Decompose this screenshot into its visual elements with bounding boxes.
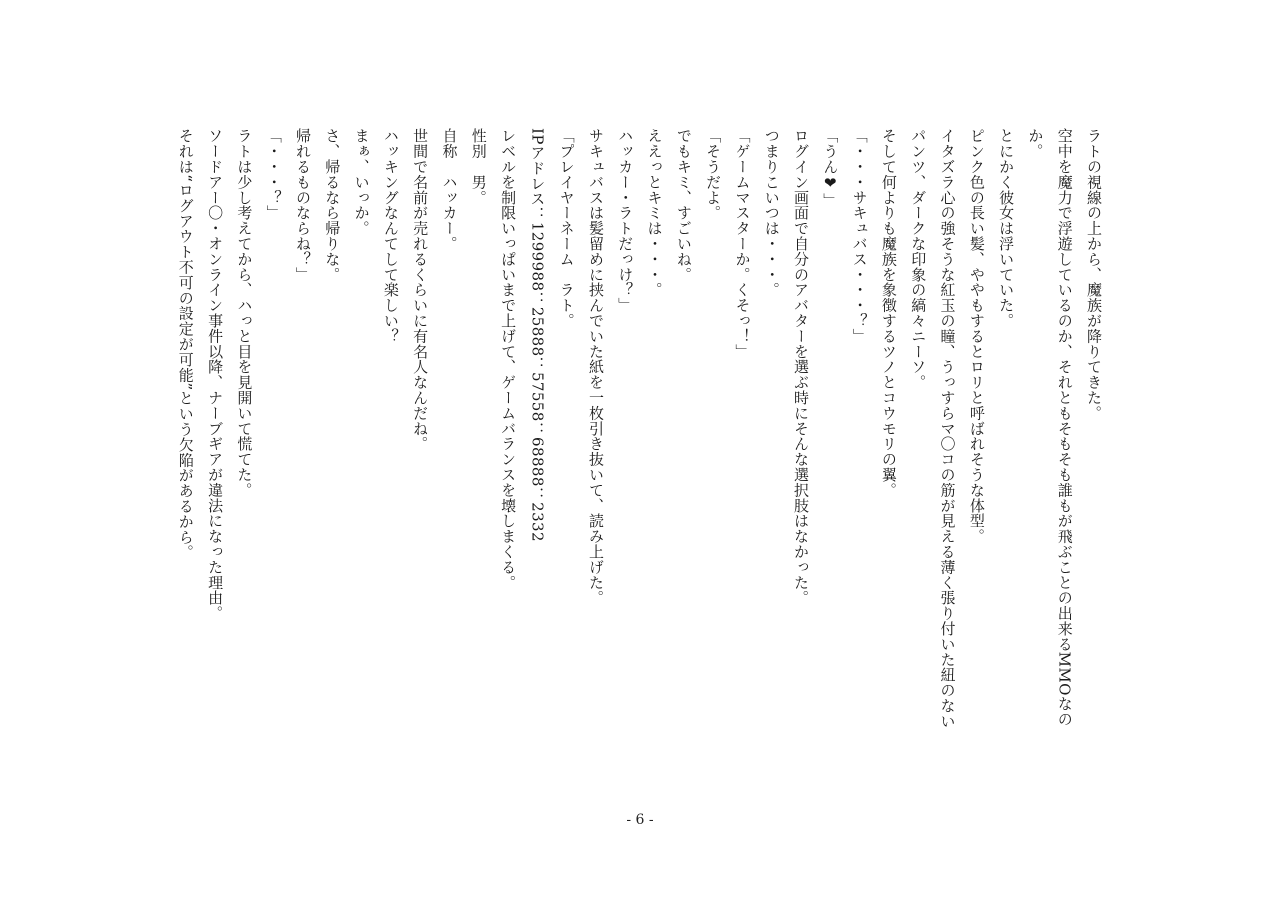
text-line: 空中を魔力で浮遊しているのか、それともそもそも誰もが飛ぶことの出来るMMOなの	[1055, 128, 1074, 727]
text-line: 帰れるものならね？」	[293, 128, 312, 282]
text-line: ログイン画面で自分のアバターを選ぶ時にそんな選択肢はなかった。	[792, 128, 811, 606]
text-line: ソードアー〇・オンライン事件以降、ナーブギアが違法になった理由。	[206, 128, 225, 621]
text-line: か。	[1026, 128, 1045, 159]
text-line: 性別 男。	[469, 128, 488, 205]
text-line: ハッカー・ラトだっけ？」	[616, 128, 635, 313]
text-line: イタズラ心の強そうな紅玉の瞳、うっすらマ〇コの筋が見える薄く張り付いた紐のない	[938, 128, 957, 729]
text-line: ラトの視線の上から、魔族が降りてきた。	[1085, 128, 1103, 421]
text-line: ええっとキミは・・・。	[645, 128, 664, 298]
text-line: 世間で名前が売れるくらいに有名人なんだね。	[411, 128, 430, 452]
text-line: IPアドレス：1299988：25888：57558：68888：2332	[528, 128, 547, 542]
text-line: ラトは少し考えてから、ハっと目を見開いて慌てた。	[235, 128, 254, 498]
text-line: 自称 ハッカー。	[440, 128, 459, 252]
text-line: まぁ、いっか。	[352, 128, 371, 236]
text-line: 「プレイヤーネーム ラト。	[557, 128, 576, 329]
text-line: そして何よりも魔族を象徴するツノとコウモリの翼。	[879, 128, 898, 498]
text-line: レベルを制限いっぱいまで上げて、ゲームバランスを壊しまくる。	[499, 128, 518, 590]
text-line: つまりこいつは・・・。	[762, 128, 781, 298]
text-line: 「ゲームマスターか。くそっ！」	[733, 128, 752, 359]
text-line: とにかく彼女は浮いていた。	[997, 128, 1016, 329]
text-line: パンツ、ダークな印象の縞々ニーソ。	[909, 128, 928, 390]
body-text	[171, 128, 1109, 729]
page-number: - 6 -	[626, 812, 654, 828]
text-line: さ、帰るなら帰りな。	[323, 128, 342, 282]
text-line: でもキミ、すごいね。	[674, 128, 693, 282]
text-line: それは“ログアウト不可の設定が可能”という欠陥があるから。	[176, 128, 195, 560]
text-line: ピンク色の長い髪、ややもするとロリと呼ばれそうな体型。	[967, 128, 986, 544]
text-line: 「そうだよ。	[704, 128, 723, 221]
text-line: 「・・・サキュバス・・・？」	[850, 128, 869, 344]
text-line: ハッキングなんてして楽しい？	[381, 128, 400, 344]
text-line: 「・・・？」	[264, 128, 283, 221]
text-line: サキュバスは髪留めに挟んでいた紙を一枚引き抜いて、読み上げた。	[586, 128, 605, 606]
text-line: 「うん❤」	[821, 128, 840, 208]
